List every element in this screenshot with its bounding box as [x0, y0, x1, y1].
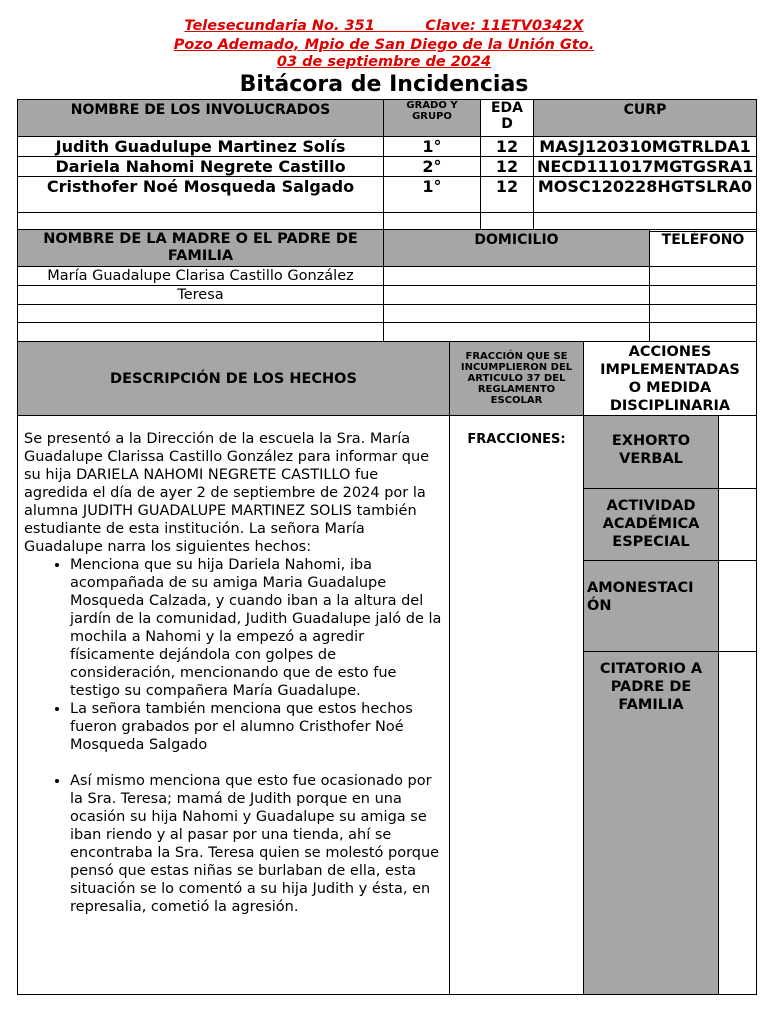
page-title: Bitácora de Incidencias [239, 72, 529, 97]
action-amonestacion-check [719, 561, 757, 652]
students-curp-header: CURP [534, 100, 757, 137]
facts-fraction-header: FRACCIÓN QUE SE INCUMPLIERON DEL ARTICULO 37 DEL REGLAMENTO ESCOLAR [450, 342, 584, 416]
parents-table [17, 229, 757, 342]
parent-name: María Guadalupe Clarisa Castillo González [18, 267, 384, 286]
parents-address-header: DOMICILIO [384, 230, 650, 267]
list-item: • Menciona que su hija Dariela Nahomi, iba acompañada de su amiga Maria Guadalupe Mosqueda Calzada, y cuando iban a la altura del jardín de la comunidad, Judith Guadalupe jaló de la mochila a Nahomi y la empezó a agredir físicamente dejándola con golpes de consideración, mencionando que de esto fue testigo su compañera María Guadalupe. [70, 556, 443, 700]
facts-description-header: DESCRIPCIÓN DE LOS HECHOS [18, 342, 450, 416]
action-amonestacion: AMONESTACI ÓN [584, 561, 719, 652]
school-location: Pozo Ademado, Mpio de San Diego de la Unión Gto. [173, 37, 595, 53]
table-row [18, 323, 757, 342]
student-grade: 2° [384, 157, 481, 177]
table-row [18, 267, 757, 286]
student-age: 12 [481, 137, 534, 157]
table-row [18, 177, 757, 213]
report-date: 03 de septiembre de 2024 [276, 54, 492, 70]
table-row [18, 305, 757, 323]
facts-actions-header: ACCIONES IMPLEMENTADAS O MEDIDA DISCIPLINARIA [584, 342, 757, 416]
students-table [17, 99, 757, 232]
parents-phone-header: TELÉFONO [650, 230, 757, 267]
list-item: • Así mismo menciona que esto fue ocasionado por la Sra. Teresa; mamá de Judith porque en una ocasión su hija Nahomi y Guadalupe su amiga se iban riendo y al pasar por una tienda, ahí se encontraba la Sra. Teresa quien se molestó porque pensó que estas niñas se burlaban de ella, esta situación se lo comentó a su hija Judith y ésta, en represalia, cometió la agresión. [70, 772, 443, 916]
students-name-header: NOMBRE DE LOS INVOLUCRADOS [18, 100, 384, 137]
student-name: Judith Guadulupe Martinez Solís [18, 137, 384, 157]
facts-intro: Se presentó a la Dirección de la escuela la Sra. María Guadalupe Clarissa Castillo González para informar que su hija DARIELA NAHOMI NEGRETE CASTILLO fue agredida el día de ayer 2 de septiembre de 2024 por la alumna JUDITH GUADALUPE MARTINEZ SOLIS también estudiante de esta institución. La señora María Guadalupe narra los siguientes hechos: [24, 431, 430, 555]
table-row [18, 137, 757, 157]
students-grade-header: GRADO Y GRUPO [384, 100, 481, 137]
table-row [18, 286, 757, 305]
student-curp: MASJ120310MGTRLDA1 [534, 137, 757, 157]
student-age: 12 [481, 157, 534, 177]
student-age: 12 [481, 177, 534, 213]
parents-name-header: NOMBRE DE LA MADRE O EL PADRE DE FAMILIA [18, 230, 384, 267]
facts-description [18, 416, 450, 995]
student-name: Dariela Nahomi Negrete Castillo [18, 157, 384, 177]
facts-table [17, 341, 757, 995]
student-grade: 1° [384, 177, 481, 213]
students-age-header: EDA D [481, 100, 534, 137]
student-curp: NECD111017MGTGSRA1 [534, 157, 757, 177]
action-citatorio: CITATORIO A PADRE DE FAMILIA [584, 652, 719, 995]
action-actividad-check [719, 489, 757, 561]
student-name: Cristhofer Noé Mosqueda Salgado [18, 177, 384, 213]
list-item: • La señora también menciona que estos hechos fueron grabados por el alumno Cristhofer Noé Mosqueda Salgado [70, 700, 443, 754]
table-row [18, 157, 757, 177]
student-grade: 1° [384, 137, 481, 157]
action-exhorto: EXHORTO VERBAL [584, 416, 719, 489]
fractions-label: FRACCIONES: [450, 416, 584, 995]
action-actividad: ACTIVIDAD ACADÉMICA ESPECIAL [584, 489, 719, 561]
school-header-line: Telesecundaria No. 351 Clave: 11ETV0342X [184, 18, 584, 34]
parent-name: Teresa [18, 286, 384, 305]
action-exhorto-check [719, 416, 757, 489]
student-curp: MOSC120228HGTSLRA0 [534, 177, 757, 213]
action-citatorio-check [719, 652, 757, 995]
